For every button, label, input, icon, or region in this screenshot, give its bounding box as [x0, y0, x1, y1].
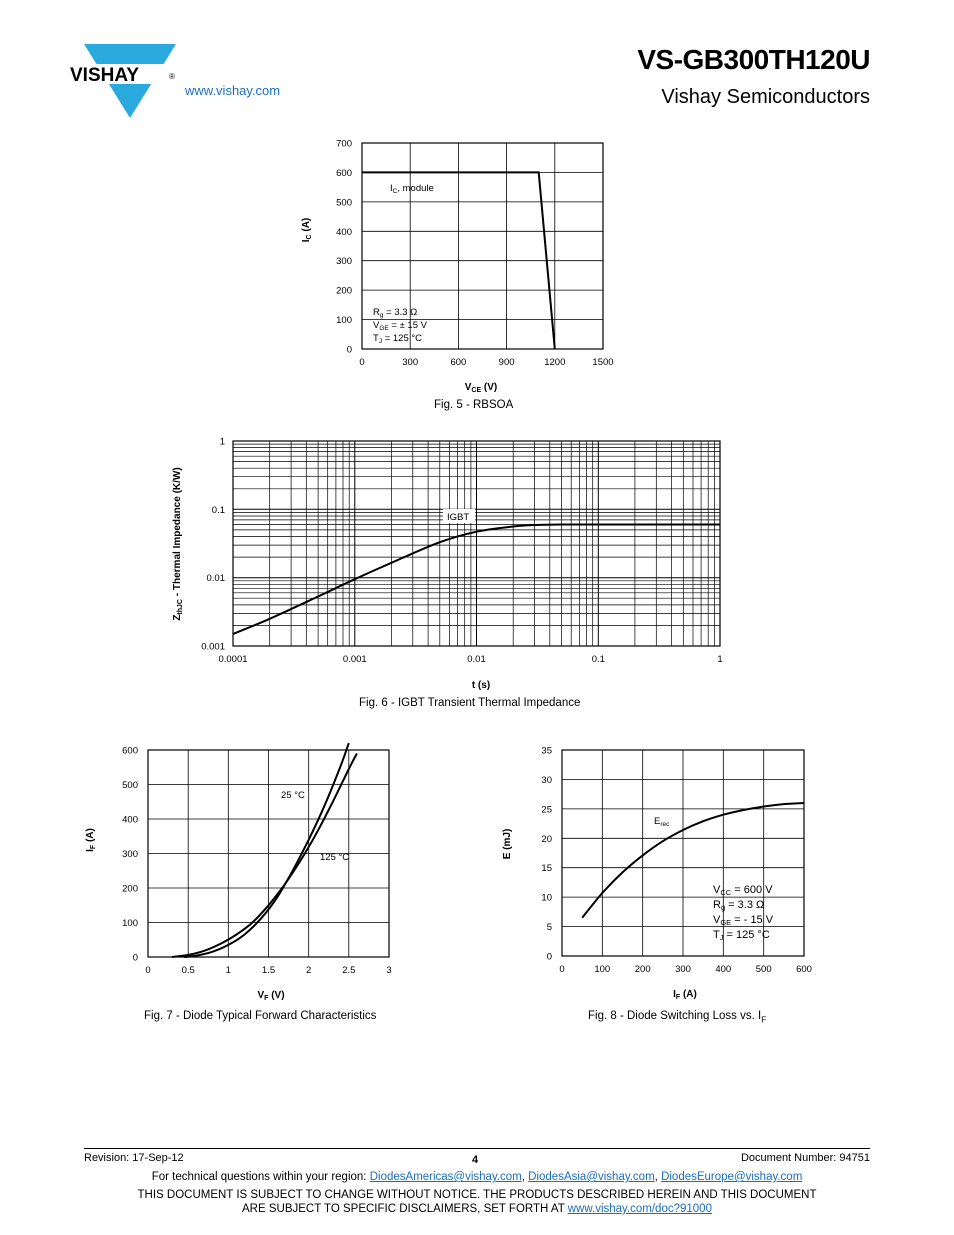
fig7-y-axis-label: $I_F$ (A)	[85, 828, 97, 852]
fig7-label-125c: 125 °C	[320, 852, 350, 863]
fig8-x-axis-label: $I_F$ (A)	[673, 989, 697, 1001]
fig8-chart	[490, 740, 830, 1010]
fig6-x-tick-label: 0.0001	[218, 654, 248, 665]
fig8-series-line	[582, 803, 804, 918]
vishay-logo-icon	[68, 42, 180, 122]
fig5-x-tick-label: 1200	[544, 357, 566, 368]
fig8-y-tick-label: 0	[546, 951, 552, 963]
fig7-x-tick-label: 2.5	[342, 965, 356, 976]
fig8-x-tick-label: 400	[715, 964, 732, 975]
fig5-x-tick-label: 0	[359, 357, 365, 368]
fig5-y-tick-label: 500	[336, 197, 352, 209]
fig6-y-axis-label: $Z_{thJC}$ - Thermal Impedance (K/W)	[172, 467, 184, 621]
footer-contact-prefix: For technical questions within your region:	[151, 1171, 370, 1183]
fig5-y-axis-label: $I_C$ (A)	[301, 217, 313, 243]
fig6-x-tick-label: 1	[717, 654, 723, 665]
fig8-y-tick-label: 10	[541, 892, 552, 904]
fig5-plot-frame	[362, 143, 603, 349]
fig6-x-tick-label: 0.01	[467, 654, 486, 665]
fig8-caption: Fig. 8 - Diode Switching Loss vs. $I_F$	[588, 1010, 767, 1025]
fig5-grid	[362, 143, 603, 349]
fig7-y-tick-label: 500	[122, 780, 138, 791]
fig8-y-axis-label: E (mJ)	[502, 828, 513, 860]
fig8-x-tick-label: 200	[634, 964, 651, 975]
fig8-x-tick-label: 0	[559, 964, 565, 975]
fig7-label-25c: 25 °C	[281, 790, 305, 801]
fig5-caption: Fig. 5 - RBSOA	[434, 399, 514, 411]
footer-disclaimer	[0, 1188, 954, 1216]
fig8-y-tick-label: 15	[541, 863, 552, 875]
fig6-curve-label: IGBT	[447, 512, 470, 523]
fig8-y-tick-label: 30	[541, 774, 552, 786]
fig8-y-tick-label: 5	[546, 922, 552, 934]
fig6-x-tick-label: 0.001	[342, 654, 367, 665]
fig7-y-tick-label: 200	[122, 883, 138, 895]
fig5-y-tick-label: 400	[336, 226, 352, 238]
footer-divider	[84, 1148, 870, 1149]
fig7-caption: Fig. 7 - Diode Typical Forward Characteristics	[144, 1010, 377, 1022]
fig6-caption: Fig. 6 - IGBT Transient Thermal Impedance	[359, 697, 581, 709]
fig7-x-tick-label: 3	[386, 965, 392, 976]
fig6-x-tick-label: 0.1	[591, 654, 605, 665]
fig8-cond-tj: TJ = 125 °C	[713, 929, 770, 942]
fig5-x-tick-label: 300	[402, 357, 419, 368]
company-name: Vishay Semiconductors	[661, 86, 870, 108]
part-number-title: VS-GB300TH120U	[637, 44, 870, 75]
fig5-cond-rg: $R_g = 3.3$ Ω	[373, 307, 418, 319]
fig5-curve-label: $I_C$, module	[390, 183, 434, 195]
fig7-series-25c	[184, 743, 349, 957]
footer-document-number: Document Number: 94751	[740, 1152, 870, 1164]
footer-revision: Revision: 17-Sep-12	[84, 1152, 184, 1164]
fig8-x-tick-label: 500	[755, 964, 772, 975]
fig7-y-tick-label: 100	[122, 918, 138, 929]
fig6-y-tick-label: 0.1	[211, 504, 225, 516]
fig6-tick-labels	[201, 437, 722, 666]
email-europe-link[interactable]: DiodesEurope@vishay.com	[661, 1171, 803, 1183]
fig7-x-axis-label: $V_F$ (V)	[257, 990, 285, 1002]
fig8-curve-label: $E_{rec}$	[654, 816, 670, 828]
fig8-x-tick-label: 100	[594, 964, 611, 975]
fig7-tick-labels	[122, 746, 392, 977]
fig7-y-tick-label: 600	[122, 745, 138, 757]
fig6-chart	[165, 432, 745, 694]
website-link[interactable]: www.vishay.com	[185, 83, 281, 98]
fig5-x-tick-label: 600	[450, 357, 467, 368]
fig7-x-tick-label: 0	[145, 965, 151, 976]
footer-contact-line	[0, 1171, 954, 1183]
fig7-x-tick-label: 2	[306, 965, 312, 976]
fig7-y-tick-label: 300	[122, 849, 138, 860]
fig8-y-tick-label: 35	[541, 745, 552, 757]
footer-page-number: 4	[472, 1154, 479, 1166]
fig6-x-axis-label: t (s)	[471, 680, 491, 691]
fig7-y-tick-label: 0	[132, 952, 138, 964]
fig6-y-tick-label: 0.01	[206, 573, 225, 585]
fig5-y-tick-label: 0	[346, 344, 352, 356]
fig7-x-tick-label: 1	[225, 965, 231, 976]
disclaimer-link[interactable]: www.vishay.com/doc?91000	[567, 1203, 712, 1215]
disclaimer-line-2-text: ARE SUBJECT TO SPECIFIC DISCLAIMERS, SET FORTH AT	[242, 1203, 568, 1215]
fig8-x-tick-label: 300	[675, 964, 691, 975]
fig6-y-tick-label: 0.001	[201, 641, 225, 653]
fig5-chart	[290, 130, 630, 400]
fig8-cond-vcc: VCC = 600 V	[713, 884, 773, 897]
fig6-y-tick-label: 1	[219, 436, 225, 448]
fig7-x-tick-label: 1.5	[261, 965, 276, 976]
fig8-y-tick-label: 25	[541, 804, 552, 816]
fig5-x-tick-label: 1500	[592, 357, 614, 368]
fig8-cond-rg: Rg = 3.3 Ω	[713, 899, 765, 912]
fig5-y-tick-label: 600	[336, 167, 352, 179]
footer-sep-2: ,	[654, 1171, 662, 1183]
fig5-y-tick-label: 300	[336, 256, 352, 268]
fig8-x-tick-label: 600	[796, 964, 812, 975]
fig7-grid	[148, 750, 389, 957]
fig6-grid	[233, 441, 720, 646]
fig7-x-tick-label: 0.5	[181, 965, 195, 976]
fig8-tick-labels	[541, 746, 812, 976]
vishay-logo	[68, 42, 180, 122]
fig7-y-tick-label: 400	[122, 814, 138, 826]
fig5-cond-tj: $T_J = 125$ °C	[373, 333, 423, 345]
disclaimer-line-1: THIS DOCUMENT IS SUBJECT TO CHANGE WITHOUT NOTICE. THE PRODUCTS DESCRIBED HEREIN AND THIS DOCUMENT	[137, 1189, 817, 1201]
logo-text: VISHAY	[70, 65, 139, 86]
fig5-y-tick-label: 100	[336, 315, 352, 327]
fig5-y-tick-label: 200	[336, 285, 352, 297]
fig5-x-tick-label: 900	[498, 357, 515, 368]
disclaimer-line-2	[0, 1202, 954, 1216]
fig8-y-tick-label: 20	[541, 833, 552, 845]
fig8-cond-vge: VGE = - 15 V	[713, 914, 774, 927]
fig5-cond-vge: $V_{GE}$ = ± 15 V	[373, 320, 427, 332]
fig5-y-tick-label: 700	[336, 138, 352, 150]
footer-sep-1: ,	[521, 1171, 529, 1183]
email-asia-link[interactable]: DiodesAsia@vishay.com	[528, 1171, 655, 1183]
logo-registered: ®	[169, 72, 175, 81]
email-americas-link[interactable]: DiodesAmericas@vishay.com	[369, 1171, 522, 1183]
fig7-chart	[80, 740, 410, 1010]
fig5-x-axis-label: $V_{CE}$ (V)	[464, 382, 498, 394]
